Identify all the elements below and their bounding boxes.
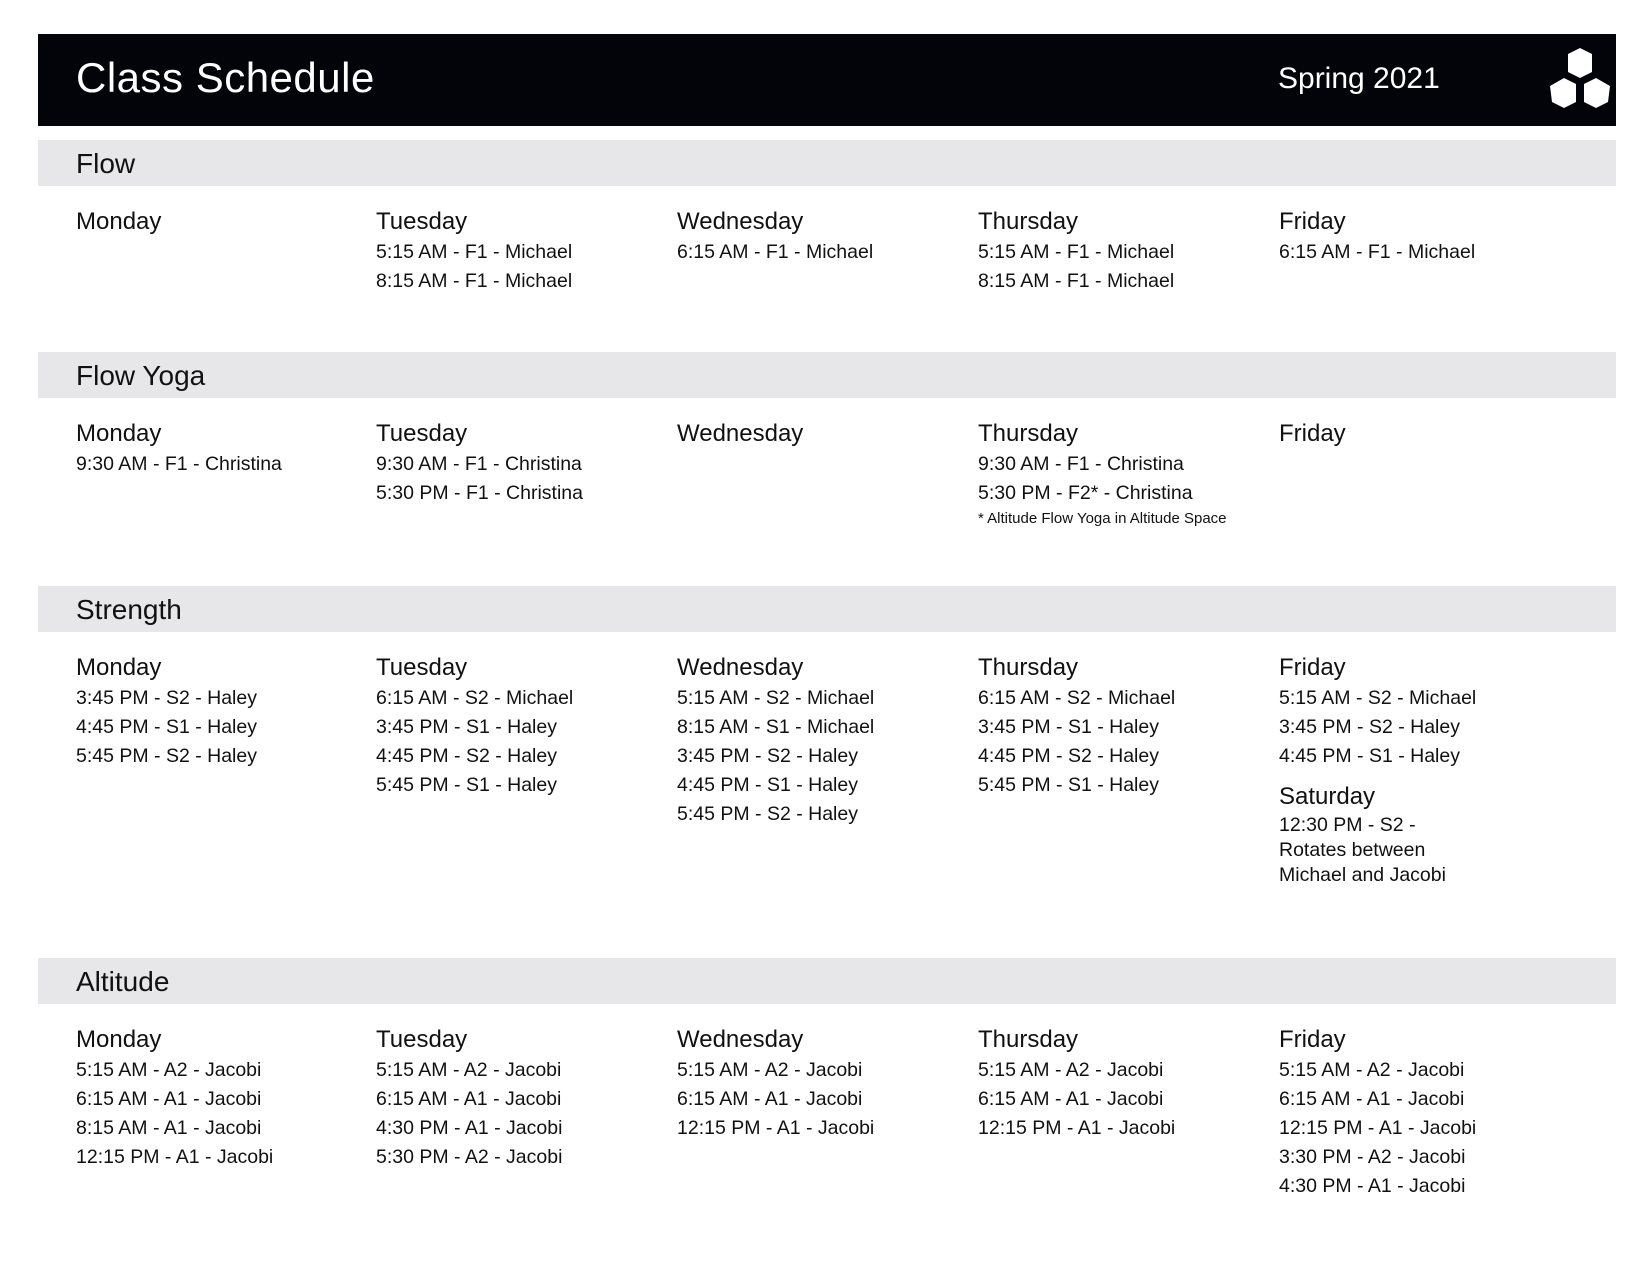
- class-entry: 12:30 PM - S2 - Rotates between Michael and Jacobi: [1279, 814, 1446, 886]
- day-label: Friday: [1279, 420, 1346, 447]
- day-column-tuesday: [376, 1004, 666, 1172]
- class-entry: 5:30 PM - A2 - Jacobi: [376, 1146, 563, 1168]
- day-label: Tuesday: [376, 420, 468, 447]
- day-label: Monday: [76, 420, 162, 447]
- day-column-tuesday: [376, 398, 666, 508]
- class-entry: 12:15 PM - A1 - Jacobi: [76, 1146, 274, 1168]
- class-entry: 12:15 PM - A1 - Jacobi: [1279, 1117, 1477, 1139]
- class-entry: 3:30 PM - A2 - Jacobi: [1279, 1146, 1466, 1168]
- class-entry: 8:15 AM - A1 - Jacobi: [76, 1117, 262, 1139]
- day-column-thursday: [978, 632, 1268, 800]
- day-label: Wednesday: [677, 654, 804, 681]
- class-entry: 4:30 PM - A1 - Jacobi: [1279, 1175, 1466, 1197]
- class-entry: 6:15 AM - F1 - Michael: [677, 241, 874, 263]
- class-entry: 5:15 AM - S2 - Michael: [1279, 687, 1477, 709]
- class-entry: 5:30 PM - F1 - Christina: [376, 482, 583, 504]
- class-entry: 5:15 AM - A2 - Jacobi: [978, 1059, 1164, 1081]
- day-label: Wednesday: [677, 208, 804, 235]
- section-strength: [38, 586, 1616, 886]
- class-entry: 5:15 AM - F1 - Michael: [978, 241, 1175, 263]
- class-entry: 5:15 AM - A2 - Jacobi: [76, 1059, 262, 1081]
- section-flow-yoga: [38, 352, 1616, 527]
- day-column-wednesday: [677, 398, 967, 450]
- day-column-friday: [1279, 186, 1569, 267]
- class-entry: 8:15 AM - S1 - Michael: [677, 716, 875, 738]
- section-altitude: [38, 958, 1616, 1197]
- class-entry: 6:15 AM - F1 - Michael: [1279, 241, 1476, 263]
- class-entry: 5:15 AM - F1 - Michael: [376, 241, 573, 263]
- section-band: [38, 958, 1616, 1004]
- day-column-thursday: [978, 1004, 1268, 1143]
- day-label: Wednesday: [677, 420, 804, 447]
- class-entry: 12:15 PM - A1 - Jacobi: [978, 1117, 1176, 1139]
- class-entry: 5:15 AM - A2 - Jacobi: [376, 1059, 562, 1081]
- class-entry: 5:45 PM - S1 - Haley: [978, 774, 1159, 796]
- day-label: Thursday: [978, 654, 1079, 681]
- class-entry: 4:45 PM - S2 - Haley: [376, 745, 557, 767]
- day-column-wednesday: [677, 632, 967, 829]
- day-column-monday: [76, 186, 366, 238]
- class-entry: 5:15 AM - A2 - Jacobi: [677, 1059, 863, 1081]
- page-header: [38, 34, 1616, 126]
- section-title: Flow Yoga: [76, 360, 206, 391]
- class-entry: 6:15 AM - A1 - Jacobi: [76, 1088, 262, 1110]
- day-column-tuesday: [376, 186, 666, 296]
- section-flow: [38, 140, 1616, 292]
- day-column-wednesday: [677, 1004, 967, 1143]
- class-entry: 4:45 PM - S1 - Haley: [76, 716, 257, 738]
- section-title: Altitude: [76, 966, 170, 997]
- page-title: Class Schedule: [76, 54, 375, 101]
- class-entry: 6:15 AM - A1 - Jacobi: [978, 1088, 1164, 1110]
- day-column-friday: [1279, 632, 1569, 888]
- class-entry: 5:30 PM - F2* - Christina: [978, 482, 1193, 504]
- class-entry: 4:30 PM - A1 - Jacobi: [376, 1117, 563, 1139]
- class-entry: 5:45 PM - S2 - Haley: [76, 745, 257, 767]
- footnote: * Altitude Flow Yoga in Altitude Space: [978, 510, 1227, 527]
- day-label: Friday: [1279, 1026, 1346, 1053]
- day-label: Thursday: [978, 208, 1079, 235]
- class-entry: 3:45 PM - S1 - Haley: [978, 716, 1159, 738]
- day-column-monday: [76, 398, 366, 479]
- class-entry: 4:45 PM - S1 - Haley: [677, 774, 858, 796]
- class-entry: 5:15 AM - A2 - Jacobi: [1279, 1059, 1465, 1081]
- class-entry: 6:15 AM - S2 - Michael: [376, 687, 574, 709]
- class-entry: 5:15 AM - S2 - Michael: [677, 687, 875, 709]
- day-column-monday: [76, 632, 366, 771]
- class-entry: 3:45 PM - S1 - Haley: [376, 716, 557, 738]
- day-column-friday: [1279, 398, 1569, 450]
- class-entry: 8:15 AM - F1 - Michael: [376, 270, 573, 292]
- class-entry: 3:45 PM - S2 - Haley: [1279, 716, 1460, 738]
- day-label: Tuesday: [376, 654, 468, 681]
- day-label: Thursday: [978, 420, 1079, 447]
- class-entry: 9:30 AM - F1 - Christina: [376, 453, 582, 475]
- class-entry: 5:45 PM - S1 - Haley: [376, 774, 557, 796]
- day-label: Friday: [1279, 208, 1346, 235]
- class-entry: 9:30 AM - F1 - Christina: [978, 453, 1184, 475]
- day-column-friday: [1279, 1004, 1569, 1201]
- day-label: Monday: [76, 1026, 162, 1053]
- day-column-monday: [76, 1004, 366, 1172]
- class-entry: 9:30 AM - F1 - Christina: [76, 453, 282, 475]
- class-entry: 6:15 AM - A1 - Jacobi: [1279, 1088, 1465, 1110]
- class-entry: 5:45 PM - S2 - Haley: [677, 803, 858, 825]
- section-title: Flow: [76, 148, 136, 179]
- section-band: [38, 352, 1616, 398]
- class-entry: 4:45 PM - S1 - Haley: [1279, 745, 1460, 767]
- class-entry: 4:45 PM - S2 - Haley: [978, 745, 1159, 767]
- day-label: Friday: [1279, 654, 1346, 681]
- day-label: Tuesday: [376, 208, 468, 235]
- class-entry: 6:15 AM - A1 - Jacobi: [376, 1088, 562, 1110]
- day-column-wednesday: [677, 186, 967, 267]
- section-band: [38, 586, 1616, 632]
- section-title: Strength: [76, 594, 182, 625]
- day-column-tuesday: [376, 632, 666, 800]
- class-entry: 8:15 AM - F1 - Michael: [978, 270, 1175, 292]
- section-band: [38, 140, 1616, 186]
- day-column-thursday: [978, 398, 1268, 530]
- day-label: Monday: [76, 654, 162, 681]
- day-label: Monday: [76, 208, 162, 235]
- day-label: Wednesday: [677, 1026, 804, 1053]
- class-entry: 12:15 PM - A1 - Jacobi: [677, 1117, 875, 1139]
- day-label-saturday: Saturday: [1279, 783, 1376, 810]
- day-label: Tuesday: [376, 1026, 468, 1053]
- season-label: Spring 2021: [1278, 62, 1440, 95]
- class-entry: 3:45 PM - S2 - Haley: [677, 745, 858, 767]
- day-label: Thursday: [978, 1026, 1079, 1053]
- class-entry: 3:45 PM - S2 - Haley: [76, 687, 257, 709]
- brand-logo-icon: [1542, 44, 1618, 114]
- day-column-thursday: [978, 186, 1268, 296]
- class-entry: 6:15 AM - S2 - Michael: [978, 687, 1176, 709]
- class-entry: 6:15 AM - A1 - Jacobi: [677, 1088, 863, 1110]
